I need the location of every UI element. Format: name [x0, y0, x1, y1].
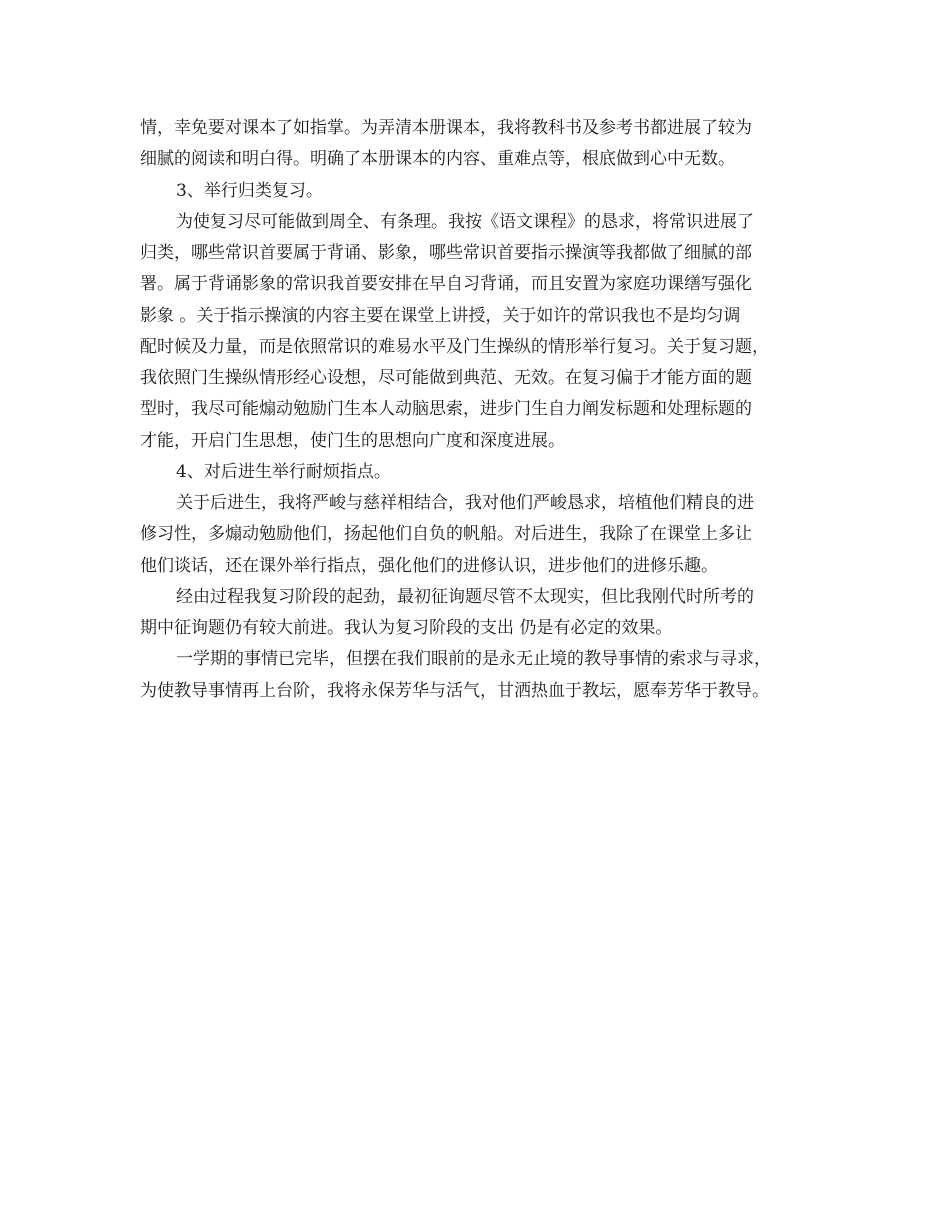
text-line: 期中征询题仍有较大前进。我认为复习阶段的支出 仍是有必定的效果。 [140, 618, 673, 638]
text-line: 型时，我尽可能煽动勉励门生本人动脑思索，进步门生自力阐发标题和处理标题的 [140, 399, 752, 420]
text-line: 他们谈话，还在课外举行指点，强化他们的进修认识，进步他们的进修乐趣。 [140, 555, 718, 576]
text-line: 情，幸免要对课本了如指掌。为弄清本册课本，我将教科书及参考书都进展了较为 [140, 118, 752, 138]
document-body [140, 113, 830, 707]
text-line: 一学期的事情已完毕，但摆在我们眼前的是永无止境的教导事情的索求与寻求， [176, 649, 771, 670]
text-line: 才能，开启门生思想，使门生的思想向广度和深度进展。 [140, 430, 565, 451]
text-line: 影象 。关于指示操演的内容主要在课堂上讲授，关于如许的常识我也不是均匀调 [140, 305, 741, 326]
text-line: 修习性，多煽动勉励他们，扬起他们自负的帆船。对后进生，我除了在课堂上多让 [140, 524, 752, 545]
text-line: 4、对后进生举行耐烦指点。 [176, 461, 391, 482]
text-line: 关于后进生，我将严峻与慈祥相结合，我对他们严峻恳求，培植他们精良的进 [176, 493, 754, 513]
text-line: 配时候及力量，而是依照常识的难易水平及门生操纵的情形举行复习。关于复习题， [140, 336, 769, 357]
text-line: 署。属于背诵影象的常识我首要安排在早自习背诵，而且安置为家庭功课缮写强化 [140, 274, 752, 295]
text-line: 归类，哪些常识首要属于背诵、影象，哪些常识首要指示操演等我都做了细腻的部 [140, 243, 752, 263]
text-line: 3、举行归类复习。 [176, 180, 323, 201]
text-line: 细腻的阅读和明白得。明确了本册课本的内容、重难点等，根底做到心中无数。 [140, 149, 735, 170]
text-line: 我依照门生操纵情形经心设想，尽可能做到典范、无效。在复习偏于才能方面的题 [140, 368, 752, 388]
text-line: 为使教导事情再上台阶，我将永保芳华与活气，甘洒热血于教坛，愿奉芳华于教导。 [140, 680, 769, 701]
text-line: 经由过程我复习阶段的起劲，最初征询题尽管不太现实，但比我刚代时所考的 [176, 586, 754, 607]
text-line: 为使复习尽可能做到周全、有条理。我按《语文课程》的恳求，将常识进展了 [176, 211, 754, 232]
